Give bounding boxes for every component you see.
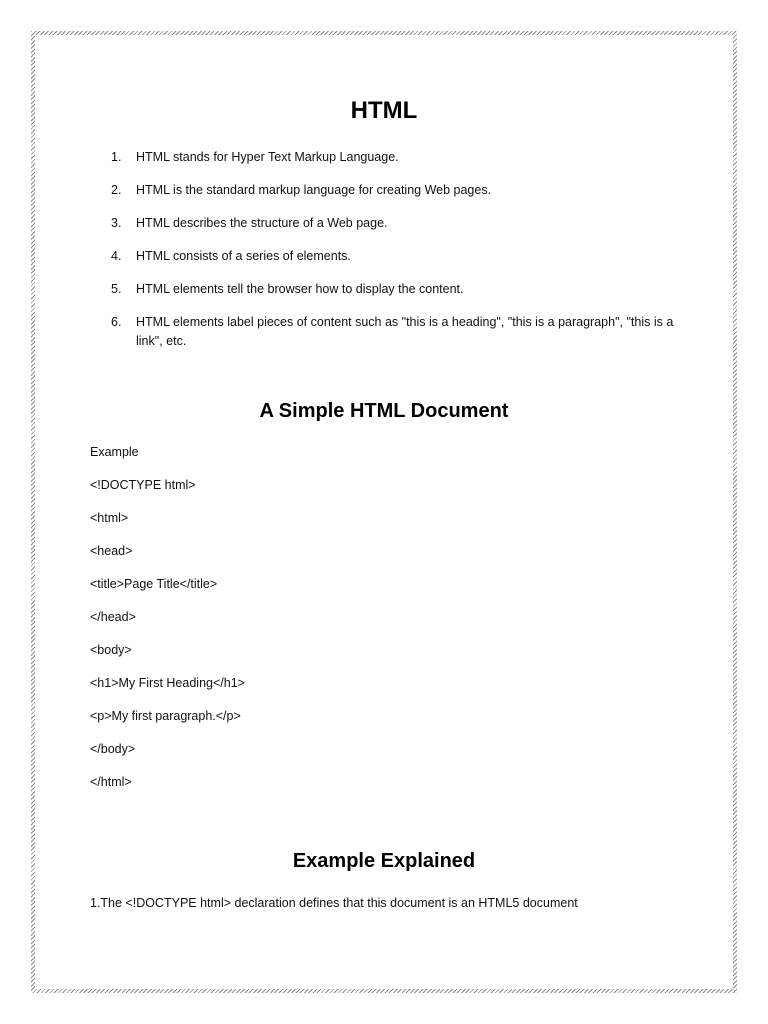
intro-list: [111, 148, 691, 365]
code-line: <p>My first paragraph.</p>: [90, 709, 241, 723]
list-item: [111, 148, 691, 167]
list-item: [111, 181, 691, 200]
section-heading-simple-document: A Simple HTML Document: [259, 400, 509, 422]
example-code-block: [90, 443, 690, 806]
code-line: Example: [90, 445, 139, 459]
list-number: 6.: [111, 315, 122, 329]
code-line: <h1>My First Heading</h1>: [90, 676, 245, 690]
list-text: HTML elements tell the browser how to display the content.: [136, 282, 464, 296]
list-number: 5.: [111, 282, 122, 296]
list-number: 2.: [111, 183, 122, 197]
code-line: <body>: [90, 643, 132, 657]
list-number: 3.: [111, 216, 122, 230]
explanation-text: 1.The <!DOCTYPE html> declaration defines that this document is an HTML5 document: [90, 896, 578, 910]
list-number: 4.: [111, 249, 122, 263]
list-item: [111, 214, 691, 233]
list-text: HTML elements label pieces of content such as "this is a heading", "this is a paragraph", "this is a link", etc.: [136, 315, 674, 348]
code-line: </body>: [90, 742, 136, 756]
code-line: </html>: [90, 775, 132, 789]
list-text: HTML describes the structure of a Web page.: [136, 216, 388, 230]
list-item: [111, 280, 691, 299]
list-item: [111, 313, 691, 351]
list-number: 1.: [111, 150, 122, 164]
document-page: [35, 35, 733, 989]
list-item: [111, 247, 691, 266]
code-line: <title>Page Title</title>: [90, 577, 218, 591]
page-title: HTML: [350, 97, 418, 124]
list-text: HTML consists of a series of elements.: [136, 249, 351, 263]
code-line: </head>: [90, 610, 136, 624]
code-line: <!DOCTYPE html>: [90, 478, 196, 492]
list-text: HTML stands for Hyper Text Markup Language.: [136, 150, 399, 164]
code-line: <html>: [90, 511, 129, 525]
code-line: <head>: [90, 544, 133, 558]
list-text: HTML is the standard markup language for creating Web pages.: [136, 183, 492, 197]
section-heading-example-explained: Example Explained: [292, 850, 476, 872]
